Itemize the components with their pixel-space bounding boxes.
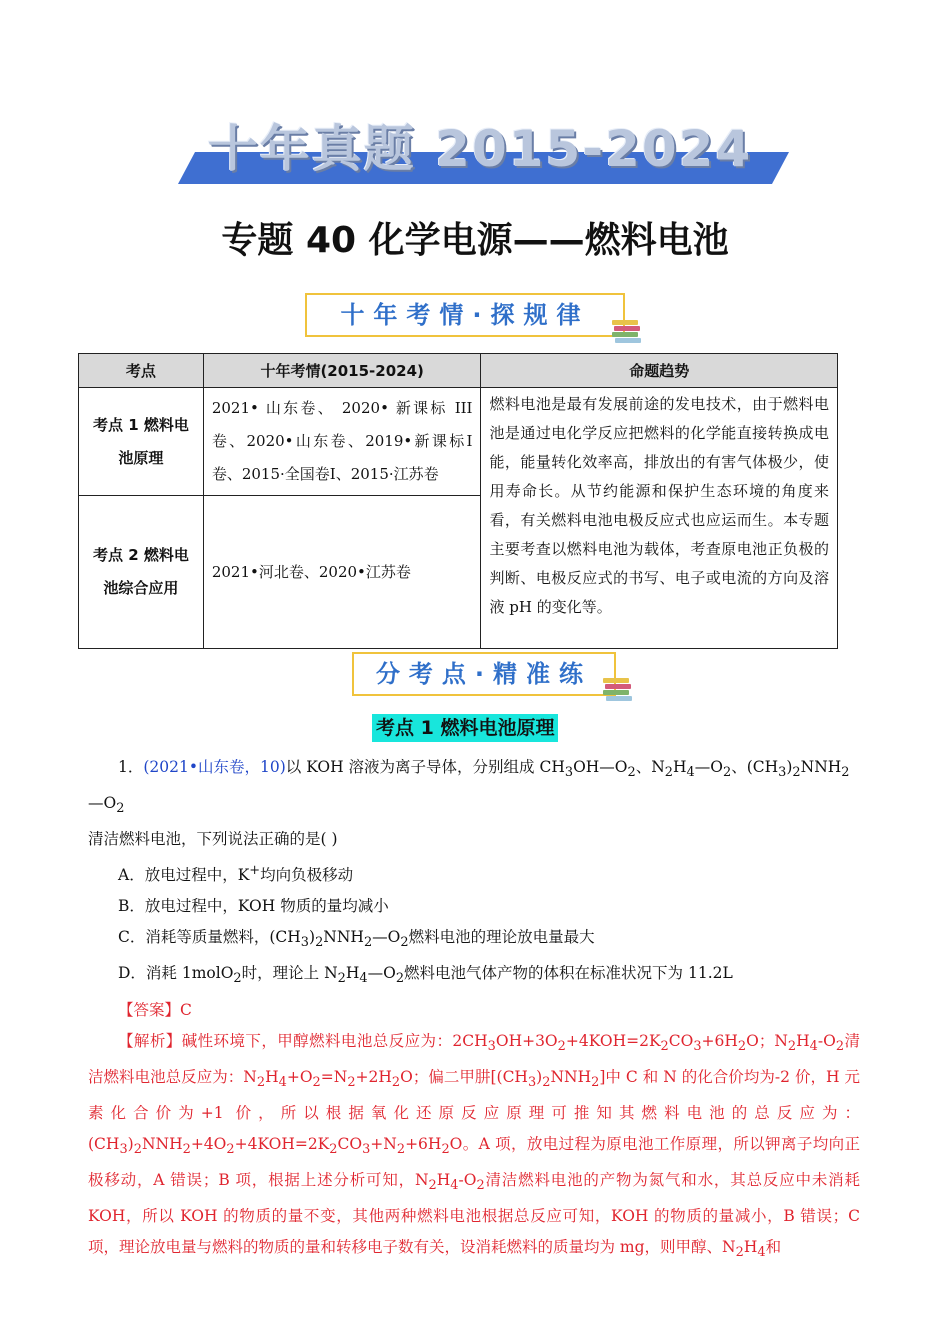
section-header-trends (305, 293, 625, 337)
answer-line: 【答案】C (118, 1000, 192, 1019)
years-cell: 2021•河北卷、2020•江苏卷 (203, 496, 481, 649)
option-d: D．消耗 1molO$_2$时，理论上 $N_2H_4—O_2$燃料电池气体产物的体积在标准状况下为 11.2L (118, 964, 733, 987)
books-icon (603, 678, 633, 700)
answer-value: C (180, 1000, 192, 1019)
analysis-paragraph: 【解析】碱性环境下，甲醇燃料电池总反应为：$2CH_3OH+3O_2+4KOH=2K_2CO_3+6H_2O$；$N_2H_4-O_2$清洁燃料电池总反应为：$N_2H_4+O_2=N_2+2H_2O$；偏二甲肼$[(CH_3)_2NNH_2]$中 C 和 N 的化合价均为-2 价，H 元素化合价为+1 价，所以根据氧化还原反应原理可推知其燃料电池的总反应为：$(CH_3)_2NNH_2+4O_2+4KOH=2K_2CO_3+N_2+6H_2O$。A 项，放电过程为原电池工作原理，所以钾离子均向正极移动，A 错误；B 项，根据上述分析可知，$N_2H_4-O_2$清洁燃料电池的产物为氮气和水，其总反应中未消耗 KOH，所以 KOH 的物质的量不变，其他两种燃料电池根据总反应可知，KOH 的物质的量减小，B 错误；C 项，理论放电量与燃料的物质的量和转移电子数有关，设消耗燃料的质量均为 mg，则甲醇、$N_2H_4$和 (88, 1031, 860, 1260)
section-header-practice (352, 652, 616, 696)
table-row (79, 388, 838, 496)
table-header-cell: 十年考情(2015-2024) (203, 354, 481, 388)
question-stem-line2: 清洁燃料电池，下列说法正确的是( ) (88, 830, 338, 849)
kaodian-cell: 考点 1 燃料电池原理 (79, 388, 204, 496)
question-block (88, 752, 860, 1268)
question-stem: 1．(2021•山东卷，10)以 KOH 溶液为离子导体，分别组成 $CH_3OH—O_2$、$N_2H_4—O_2$、$(CH_3)_2NNH_2—O_2$ (88, 758, 850, 817)
kaodian-cell: 考点 2 燃料电池综合应用 (79, 496, 204, 649)
option-a: A．放电过程中，K+均向负极移动 (118, 863, 354, 885)
table-header-cell: 考点 (79, 354, 204, 388)
banner-text: 十年真题 2015-2024 (207, 120, 753, 178)
exam-overview-table (78, 353, 838, 649)
section-header-label: 十年考情·探规律 (340, 301, 590, 329)
table-header-cell: 命题趋势 (481, 354, 838, 388)
option-c: C．消耗等质量燃料，$(CH_3)_2NNH_2—O_2$燃料电池的理论放电量最大 (118, 928, 595, 951)
question-source: (2021•山东卷，10) (143, 758, 286, 776)
trend-cell: 燃料电池是最有发展前途的发电技术，由于燃料电池是通过电化学反应把燃料的化学能直接转换成电能，能量转化效率高，排放出的有害气体极少，使用寿命长。从节约能源和保护生态环境的角度来看，有关燃料电池电极反应式也应运而生。本专题主要考查以燃料电池为载体，考查原电池正负极的判断、电极反应式的书写、电子或电流的方向及溶液 pH 的变化等。 (481, 388, 838, 649)
kaodian-title: 考点 1 燃料电池原理 (372, 714, 558, 742)
section-header-label: 分考点·精准练 (375, 660, 593, 688)
header-banner (178, 118, 772, 186)
books-icon (612, 320, 642, 342)
table-header-row (79, 354, 838, 388)
option-b: B．放电过程中，KOH 物质的量均减小 (118, 897, 389, 916)
years-cell: 2021• 山东卷、 2020• 新课标 III 卷、2020•山东卷、2019•新课标Ⅰ卷、2015·全国卷Ⅰ、2015·江苏卷 (203, 388, 481, 496)
document-title: 专题 40 化学电源——燃料电池 (221, 220, 729, 261)
